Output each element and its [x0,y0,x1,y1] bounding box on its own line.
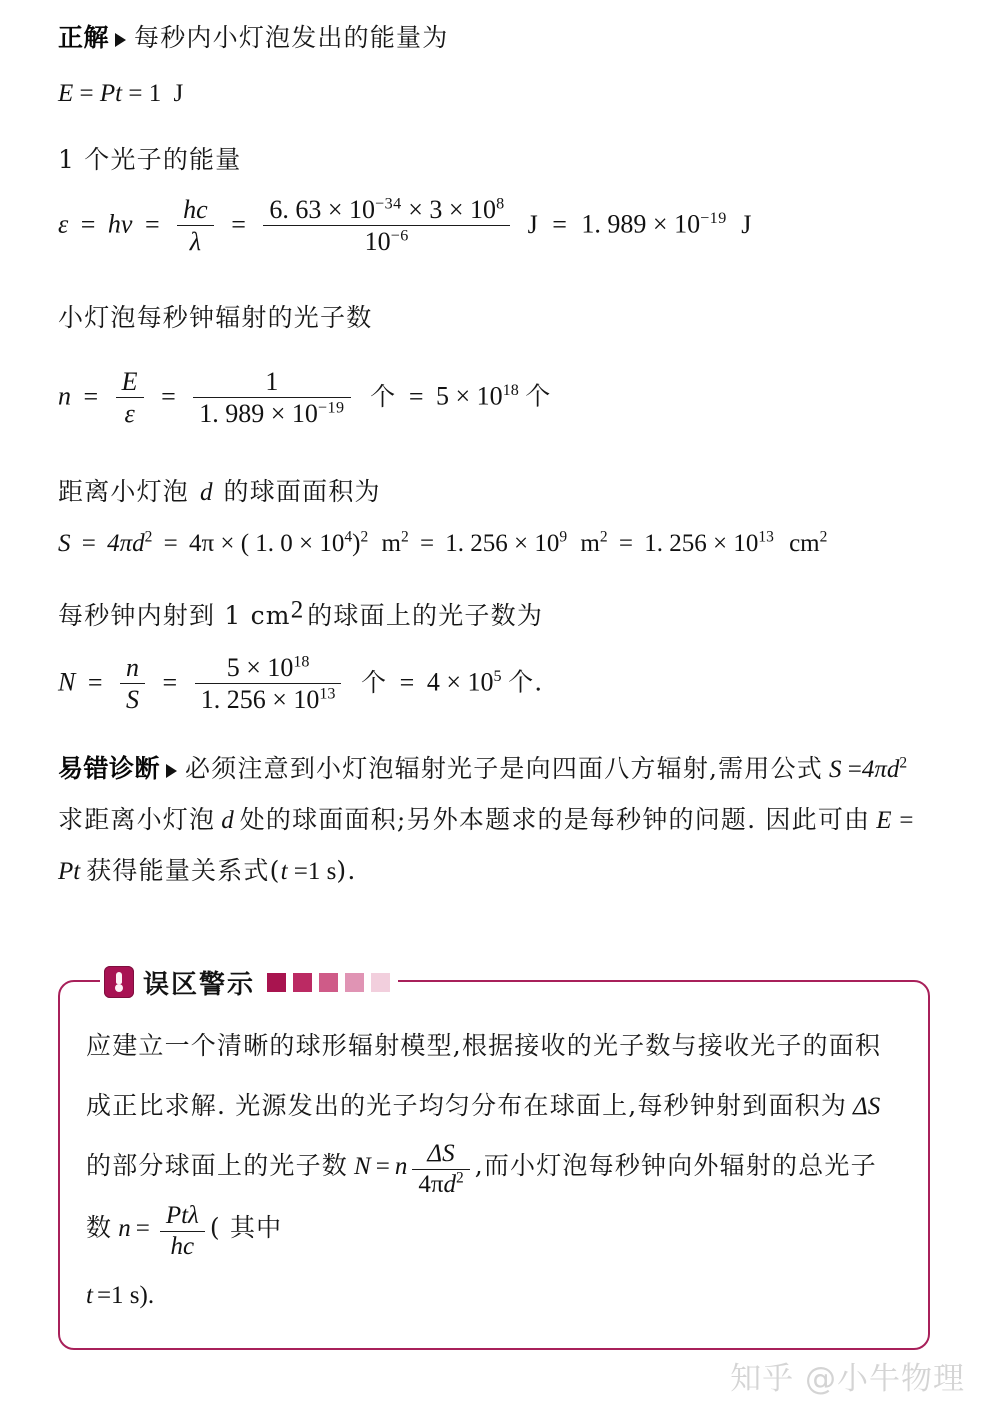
energy-eq1: = [79,80,94,107]
warning-box-title: 误区警示 [143,969,256,1000]
energy-unit: J [173,80,184,107]
n-over-S-fraction [120,653,145,714]
t-value: =1 s [96,1281,140,1309]
warning-last-line [86,1268,902,1327]
delta-S-symbol: ΔS [853,1093,881,1120]
diagnosis-var-d: d [221,807,234,834]
flux-result-exponent: 5 [493,667,502,685]
num-term-a: 6. 63 × 10 [269,195,376,224]
sphere-value-1: 1. $256 \times 10^9$ [445,528,568,557]
E-numerator: E [116,367,144,398]
flux-denominator: 1. $256 \times 10^{13}$ [200,685,336,715]
photon-count-result: 5 × 10 [435,381,503,411]
photon-count-caption: 小灯泡每秒钟辐射的光子数 [58,303,373,332]
sphere-lhs: S [58,530,71,557]
diagnosis-text-2: 求距离小灯泡 [58,805,216,834]
counter-unit-2: 个 [525,381,552,411]
sphere-area-caption [58,472,381,508]
energy-rhs: Pt [99,80,123,107]
t-variable: t [86,1281,93,1309]
sphere-caption-part-a: 距离小灯泡 [58,477,190,506]
photon-energy-unit-2: J [741,209,752,239]
den-mantissa: 1. 989 × 10 [199,399,318,429]
sphere-unit-3: $cm^2$ [789,528,828,557]
photon-count-lhs: n [58,381,71,411]
den-base: 10 [364,227,391,257]
den-exponent: −6 [390,227,409,245]
flux-caption-exponent: 2 [290,596,304,624]
flux-caption [58,596,543,632]
deltaS-over-4pid2-fraction [412,1140,469,1199]
photon-energy-caption: 1 个光子的能量 [58,145,242,174]
num-term-a-exponent: −34 [375,195,402,213]
triangle-bullet-icon [115,33,126,47]
solution-heading-row [58,18,448,54]
decor-square-2 [293,973,312,992]
photon-count-main-fraction [193,367,350,428]
flux-main-fraction [195,653,342,714]
decorative-squares [267,973,390,992]
lambda-denominator: λ [189,227,202,257]
diagnosis-text-4: 获得能量关系式( [86,856,281,885]
photon-count-denominator [193,398,350,428]
sphere-unit-2: $m^2$ [580,528,608,557]
decor-square-1 [267,973,286,992]
epsilon-symbol: ε [58,209,69,239]
photon-energy-result: 1. 989 × 10 [581,209,701,239]
solution-label: 正解 [58,23,110,52]
sphere-unit-1: $m^2$ [381,528,409,557]
photon-energy-result-exponent: −19 [700,209,727,227]
photon-energy-numerator [263,195,510,226]
solution-intro-text: 每秒内小灯泡发出的能量为 [134,23,449,52]
distance-variable: d [200,479,213,506]
diagnosis-formula-1: $S =4\pi d^2$ [828,754,908,783]
warning-text-4: ( 其中 [209,1212,283,1242]
triangle-bullet-icon [166,764,177,778]
warning-text-2: 的部分球面上的光子数 [86,1151,349,1180]
watermark: 知乎 @小牛物理 [730,1361,965,1397]
photon-count-numerator: 1 [193,367,350,398]
hc-numerator: hc [177,195,214,226]
diagnosis-text-5: ). [336,856,357,885]
t-close-paren: ). [139,1281,155,1309]
flux-caption-part-a: 每秒钟内射到 1 cm [58,601,291,630]
flux-result: 4 × 10 [426,667,494,697]
decor-square-4 [345,973,364,992]
n-numerator: n [120,653,145,684]
diagnosis-paragraph [58,745,930,898]
S-denominator: S [126,685,140,715]
Ptlambda-numerator: Ptλ [160,1202,205,1232]
sphere-expr-2: 4π × ( 1. $0 \times 10^4)^2$ [189,528,369,557]
energy-value: 1 [148,80,162,107]
flux-caption-part-b: 的球面上的光子数为 [307,601,544,630]
photon-energy-main-fraction [263,195,510,256]
Ptlambda-over-hc-fraction [160,1202,205,1261]
num-term-b: × 3 × 10 [408,195,497,224]
sphere-area-formula: $S = 4\pi d^2 = 4\pi$ × ( 1. $0 \times 10^4)^2$ $m^2 = 1$. $256 \times 10^9$ $m^2 = 1$. $256 \times 10^{13}$ $cm^2$ [58,528,828,557]
warning-box-header [100,962,398,1002]
deltaS-numerator: ΔS [412,1140,469,1170]
flux-lhs: N [58,667,76,697]
sphere-expr-1: $4\pi d^2$ [107,528,153,557]
flux-numerator: $5 \times 10^{18}$ [195,653,342,684]
diagnosis-formula-2: E = Pt [58,807,915,885]
warning-text-1: 应建立一个清晰的球形辐射模型,根据接收的光子数与接收光子的面积成正比求解. 光源发出的光子均匀分布在球面上,每秒钟射到面积为 [86,1031,882,1120]
warning-eq-2: = [135,1214,150,1242]
h-nu: hν [107,209,133,239]
diagnosis-text-1: 必须注意到小灯泡辐射光子是向四面八方辐射,需用公式 [185,754,823,783]
diagnosis-label: 易错诊断 [58,754,161,783]
flux-counter-1: 个 [360,667,388,697]
hc-denominator: hc [170,1232,195,1260]
4pid2-denominator: $4\pi d^2$ [418,1169,464,1198]
diagnosis-formula-3: t =1 s [280,858,337,885]
photon-energy-unit-1: J [527,209,538,239]
flux-counter-2: 个. [508,667,544,697]
energy-formula [58,80,183,108]
n-symbol-2: n [118,1214,131,1242]
decor-square-5 [371,973,390,992]
counter-unit-1: 个 [370,381,397,411]
n-coefficient: n [394,1153,408,1180]
photon-energy-denominator [263,226,510,256]
photon-count-formula: n = $\frac{E}{\varepsilon}$ = $\frac{1}{1. 989 \times 10^{-19}}$ 个 = $5 \times 10^{18}$ 个 [58,367,552,429]
warning-text-3: ,而小灯泡每秒钟向外辐射的总光子数 [86,1151,877,1242]
E-over-epsilon-fraction [116,367,144,428]
energy-eq2: = [128,80,143,107]
decor-square-3 [319,973,338,992]
exclamation-badge-icon [104,966,134,998]
energy-lhs: E [58,80,74,107]
flux-formula: N = $\frac{n}{S}$ = $\frac{5 \times 10^{18}}{1. 256 \times 10^{13}}$ 个 = $4 \times 10^5$ 个. [58,653,544,715]
hc-over-lambda-fraction [177,195,214,256]
photon-count-result-exponent: 18 [502,381,519,399]
diagnosis-text-3: 处的球面面积;另外本题求的是每秒钟的问题. 因此可由 [239,805,871,834]
num-term-b-exponent: 8 [496,195,505,213]
epsilon-denominator: ε [124,399,135,429]
warning-eq-1: = [375,1153,390,1180]
photon-energy-formula: ε = hν = $\frac{hc}{\lambda}$ = $\frac{6. 63 \times 10^{-34} \times 3 \times 10^8}{10^{-6}}$ J = 1. $989 \times 10^{-19}$ J [58,195,752,257]
sphere-value-2: 1. $256 \times 10^{13}$ [644,528,774,557]
N-symbol: N [354,1153,371,1180]
den-exponent: −19 [317,399,345,417]
warning-box-body [86,1018,902,1327]
sphere-caption-part-b: 的球面面积为 [223,477,381,506]
